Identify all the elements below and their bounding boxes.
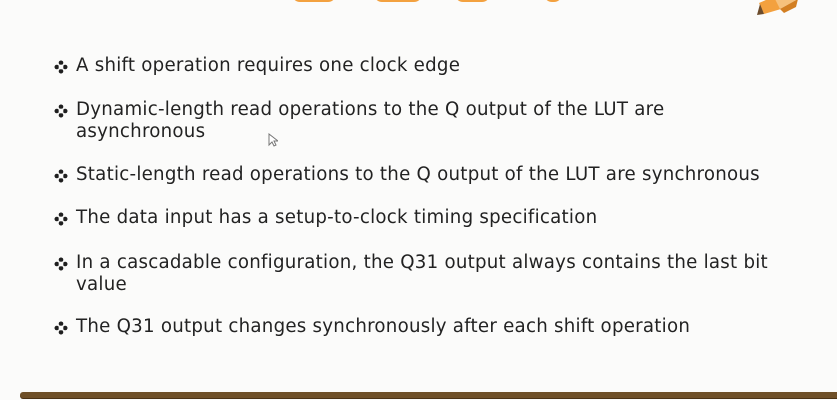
flower-bullet-icon bbox=[54, 212, 68, 226]
bullet-text: Static-length read operations to the Q output of the LUT are synchronous bbox=[76, 164, 760, 185]
bottom-divider bbox=[20, 392, 837, 398]
bullet-text: The Q31 output changes synchronously after each shift operation bbox=[76, 316, 691, 337]
bullet-item bbox=[54, 316, 799, 338]
bullet-text: Dynamic-length read operations to the Q output of the LUT are asynchronous bbox=[76, 99, 665, 142]
pencil-logo-icon bbox=[757, 0, 799, 17]
bullet-item bbox=[54, 207, 799, 229]
bullet-text: In a cascadable configuration, the Q31 output always contains the last bit value bbox=[76, 252, 768, 295]
mouse-pointer-icon bbox=[268, 133, 278, 147]
flower-bullet-icon bbox=[54, 257, 68, 271]
bullet-item bbox=[54, 55, 799, 77]
bullet-text: A shift operation requires one clock edge bbox=[76, 55, 461, 76]
bullet-text: The data input has a setup-to-clock timing specification bbox=[76, 207, 598, 228]
flower-bullet-icon bbox=[54, 321, 68, 335]
bullet-item bbox=[54, 99, 799, 143]
bullet-item bbox=[54, 252, 799, 296]
flower-bullet-icon bbox=[54, 60, 68, 74]
flower-bullet-icon bbox=[54, 169, 68, 183]
flower-bullet-icon bbox=[54, 104, 68, 118]
bullet-item bbox=[54, 164, 799, 186]
cropped-title-decoration bbox=[268, 0, 578, 4]
